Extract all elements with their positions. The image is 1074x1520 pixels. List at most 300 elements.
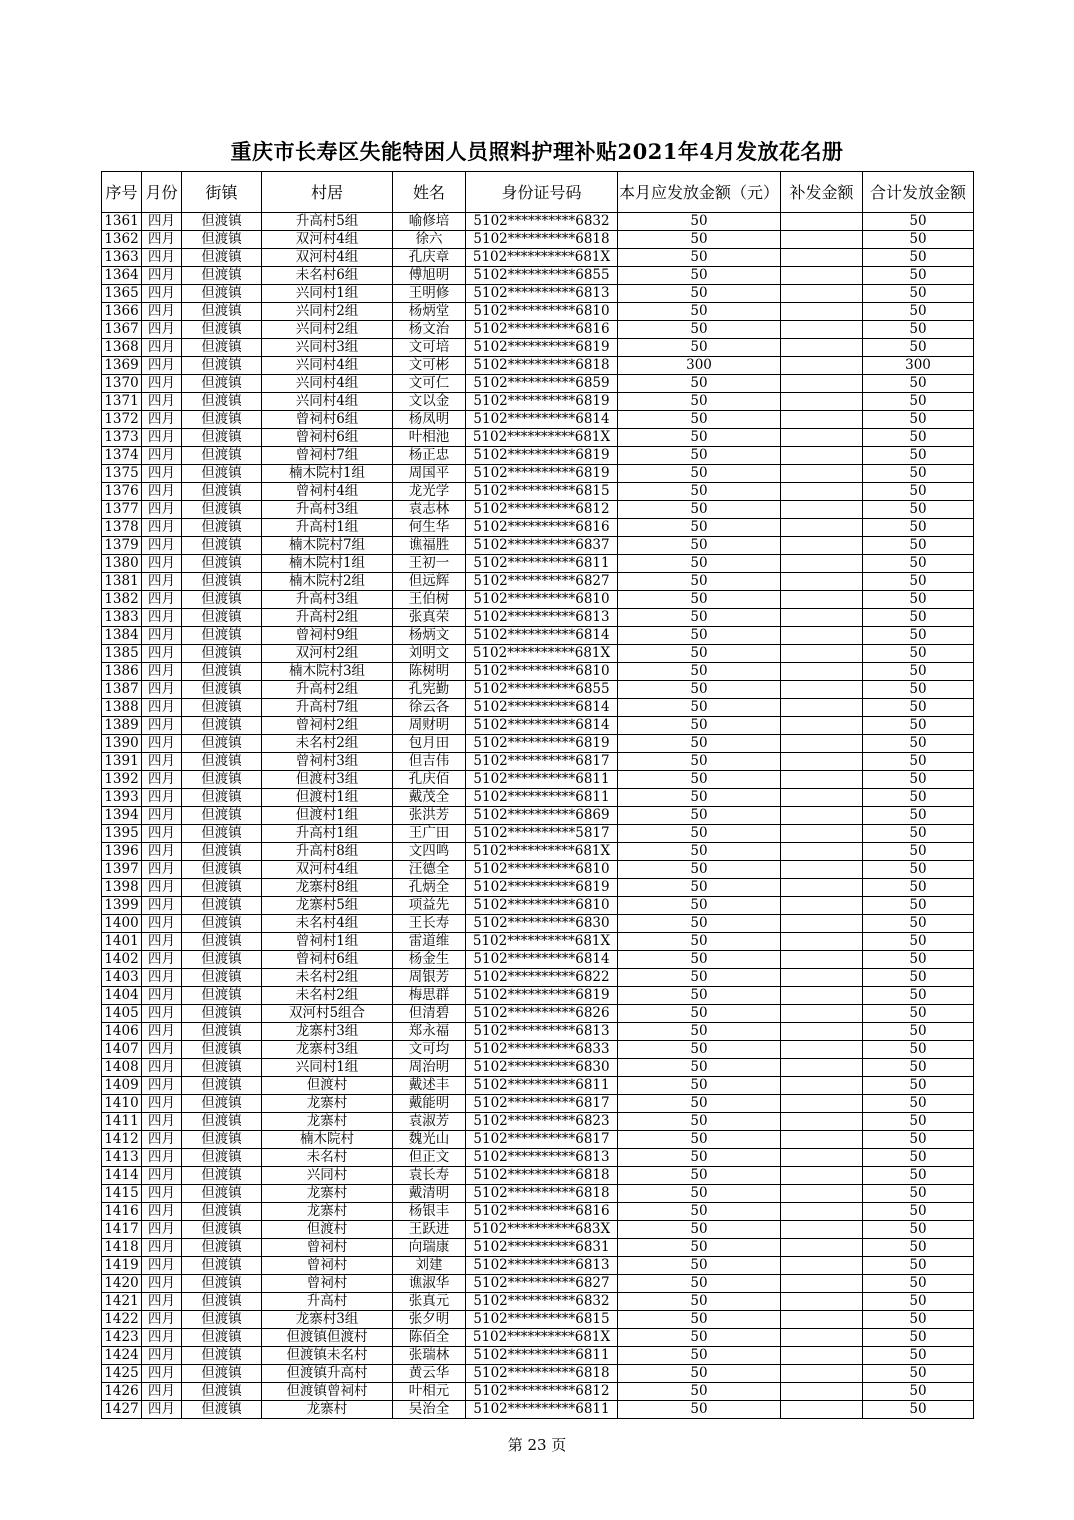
cell-serial: 1419 <box>102 1257 142 1275</box>
cell-town: 但渡镇 <box>182 285 262 303</box>
cell-village: 未名村2组 <box>262 987 393 1005</box>
cell-month: 四月 <box>142 303 182 321</box>
cell-back-pay <box>781 1257 863 1275</box>
cell-village: 升高村3组 <box>262 591 393 609</box>
cell-total: 50 <box>863 933 974 951</box>
cell-month: 四月 <box>142 393 182 411</box>
cell-back-pay <box>781 1185 863 1203</box>
table-row <box>102 537 974 555</box>
cell-id-number: 5102**********6827 <box>466 573 618 591</box>
cell-village: 龙寨村 <box>262 1113 393 1131</box>
cell-village: 但渡镇曾祠村 <box>262 1383 393 1401</box>
column-header: 村居 <box>262 172 393 213</box>
table-row <box>102 1365 974 1383</box>
cell-amount: 50 <box>618 465 781 483</box>
cell-total: 50 <box>863 393 974 411</box>
cell-total: 50 <box>863 915 974 933</box>
cell-total: 50 <box>863 1023 974 1041</box>
cell-town: 但渡镇 <box>182 1005 262 1023</box>
cell-total: 50 <box>863 1095 974 1113</box>
cell-back-pay <box>781 1401 863 1419</box>
cell-back-pay <box>781 915 863 933</box>
cell-name: 周财明 <box>393 717 466 735</box>
cell-town: 但渡镇 <box>182 375 262 393</box>
cell-amount: 50 <box>618 753 781 771</box>
table-row <box>102 1185 974 1203</box>
cell-id-number: 5102**********6837 <box>466 537 618 555</box>
cell-id-number: 5102**********6811 <box>466 555 618 573</box>
cell-back-pay <box>781 1347 863 1365</box>
cell-total: 50 <box>863 879 974 897</box>
cell-village: 龙寨村3组 <box>262 1041 393 1059</box>
cell-amount: 50 <box>618 1203 781 1221</box>
cell-month: 四月 <box>142 681 182 699</box>
cell-town: 但渡镇 <box>182 1293 262 1311</box>
table-row <box>102 753 974 771</box>
cell-back-pay <box>781 735 863 753</box>
cell-town: 但渡镇 <box>182 1041 262 1059</box>
cell-name: 叶相元 <box>393 1383 466 1401</box>
cell-town: 但渡镇 <box>182 1113 262 1131</box>
cell-total: 50 <box>863 1041 974 1059</box>
table-row <box>102 249 974 267</box>
table-row <box>102 825 974 843</box>
cell-id-number: 5102**********6811 <box>466 771 618 789</box>
cell-month: 四月 <box>142 789 182 807</box>
cell-back-pay <box>781 501 863 519</box>
table-row <box>102 1293 974 1311</box>
cell-serial: 1415 <box>102 1185 142 1203</box>
cell-amount: 50 <box>618 1113 781 1131</box>
cell-id-number: 5102**********6812 <box>466 1383 618 1401</box>
cell-name: 吴治全 <box>393 1401 466 1419</box>
cell-id-number: 5102**********6816 <box>466 519 618 537</box>
cell-town: 但渡镇 <box>182 537 262 555</box>
cell-month: 四月 <box>142 1059 182 1077</box>
cell-village: 兴同村4组 <box>262 357 393 375</box>
table-row <box>102 357 974 375</box>
table-row <box>102 1275 974 1293</box>
table-row <box>102 501 974 519</box>
cell-serial: 1370 <box>102 375 142 393</box>
cell-serial: 1384 <box>102 627 142 645</box>
cell-id-number: 5102**********6818 <box>466 357 618 375</box>
table-row <box>102 555 974 573</box>
cell-amount: 300 <box>618 357 781 375</box>
cell-town: 但渡镇 <box>182 735 262 753</box>
cell-name: 王明修 <box>393 285 466 303</box>
cell-total: 50 <box>863 375 974 393</box>
cell-village: 曾祠村 <box>262 1257 393 1275</box>
cell-name: 袁长寿 <box>393 1167 466 1185</box>
cell-id-number: 5102**********6813 <box>466 609 618 627</box>
cell-name: 孔庆佰 <box>393 771 466 789</box>
cell-name: 杨金生 <box>393 951 466 969</box>
cell-back-pay <box>781 1113 863 1131</box>
cell-id-number: 5102**********6815 <box>466 483 618 501</box>
cell-month: 四月 <box>142 843 182 861</box>
cell-name: 何生华 <box>393 519 466 537</box>
cell-amount: 50 <box>618 339 781 357</box>
cell-month: 四月 <box>142 1077 182 1095</box>
table-row <box>102 285 974 303</box>
cell-id-number: 5102**********6833 <box>466 1041 618 1059</box>
table-row <box>102 987 974 1005</box>
table-row <box>102 915 974 933</box>
cell-name: 汪德全 <box>393 861 466 879</box>
cell-name: 孔庆章 <box>393 249 466 267</box>
cell-month: 四月 <box>142 537 182 555</box>
cell-total: 50 <box>863 231 974 249</box>
cell-total: 300 <box>863 357 974 375</box>
cell-amount: 50 <box>618 321 781 339</box>
cell-id-number: 5102**********6815 <box>466 1311 618 1329</box>
cell-village: 但渡镇升高村 <box>262 1365 393 1383</box>
table-row <box>102 1329 974 1347</box>
cell-total: 50 <box>863 1149 974 1167</box>
cell-amount: 50 <box>618 1293 781 1311</box>
cell-total: 50 <box>863 573 974 591</box>
cell-back-pay <box>781 1077 863 1095</box>
cell-town: 但渡镇 <box>182 699 262 717</box>
cell-name: 孔炳全 <box>393 879 466 897</box>
cell-total: 50 <box>863 1113 974 1131</box>
table-row <box>102 1401 974 1419</box>
cell-name: 周银芳 <box>393 969 466 987</box>
cell-id-number: 5102**********6818 <box>466 1365 618 1383</box>
cell-name: 杨文治 <box>393 321 466 339</box>
cell-name: 徐云各 <box>393 699 466 717</box>
cell-id-number: 5102**********6818 <box>466 231 618 249</box>
cell-total: 50 <box>863 789 974 807</box>
table-row <box>102 303 974 321</box>
cell-id-number: 5102**********6819 <box>466 465 618 483</box>
cell-town: 但渡镇 <box>182 717 262 735</box>
cell-amount: 50 <box>618 429 781 447</box>
cell-month: 四月 <box>142 897 182 915</box>
cell-amount: 50 <box>618 1059 781 1077</box>
cell-back-pay <box>781 1149 863 1167</box>
cell-town: 但渡镇 <box>182 915 262 933</box>
column-header: 补发金额 <box>781 172 863 213</box>
cell-serial: 1398 <box>102 879 142 897</box>
column-header: 合计发放金额 <box>863 172 974 213</box>
cell-id-number: 5102**********6814 <box>466 699 618 717</box>
cell-total: 50 <box>863 537 974 555</box>
table-row <box>102 483 974 501</box>
cell-name: 张夕明 <box>393 1311 466 1329</box>
cell-id-number: 5102**********6826 <box>466 1005 618 1023</box>
cell-total: 50 <box>863 1347 974 1365</box>
cell-month: 四月 <box>142 573 182 591</box>
cell-serial: 1409 <box>102 1077 142 1095</box>
cell-amount: 50 <box>618 1095 781 1113</box>
cell-name: 孔宪勤 <box>393 681 466 699</box>
cell-name: 杨正忠 <box>393 447 466 465</box>
cell-month: 四月 <box>142 447 182 465</box>
cell-amount: 50 <box>618 537 781 555</box>
cell-id-number: 5102**********6822 <box>466 969 618 987</box>
cell-total: 50 <box>863 663 974 681</box>
cell-village: 未名村4组 <box>262 915 393 933</box>
cell-serial: 1408 <box>102 1059 142 1077</box>
cell-id-number: 5102**********6811 <box>466 1347 618 1365</box>
cell-serial: 1413 <box>102 1149 142 1167</box>
cell-total: 50 <box>863 861 974 879</box>
cell-town: 但渡镇 <box>182 447 262 465</box>
cell-name: 向瑞康 <box>393 1239 466 1257</box>
cell-month: 四月 <box>142 321 182 339</box>
cell-total: 50 <box>863 591 974 609</box>
cell-serial: 1387 <box>102 681 142 699</box>
cell-amount: 50 <box>618 645 781 663</box>
cell-village: 曾祠村2组 <box>262 717 393 735</box>
cell-month: 四月 <box>142 1221 182 1239</box>
cell-total: 50 <box>863 321 974 339</box>
cell-village: 双河村4组 <box>262 231 393 249</box>
cell-total: 50 <box>863 1239 974 1257</box>
table-row <box>102 1041 974 1059</box>
cell-back-pay <box>781 645 863 663</box>
cell-town: 但渡镇 <box>182 969 262 987</box>
cell-total: 50 <box>863 1131 974 1149</box>
cell-month: 四月 <box>142 1383 182 1401</box>
cell-name: 陈树明 <box>393 663 466 681</box>
cell-village: 楠木院村1组 <box>262 555 393 573</box>
cell-village: 未名村 <box>262 1149 393 1167</box>
cell-serial: 1411 <box>102 1113 142 1131</box>
cell-town: 但渡镇 <box>182 825 262 843</box>
cell-month: 四月 <box>142 861 182 879</box>
cell-month: 四月 <box>142 1329 182 1347</box>
cell-amount: 50 <box>618 627 781 645</box>
cell-amount: 50 <box>618 789 781 807</box>
cell-back-pay <box>781 969 863 987</box>
cell-village: 曾祠村 <box>262 1239 393 1257</box>
table-row <box>102 1221 974 1239</box>
cell-village: 龙寨村 <box>262 1095 393 1113</box>
cell-town: 但渡镇 <box>182 393 262 411</box>
cell-id-number: 5102**********6830 <box>466 915 618 933</box>
cell-town: 但渡镇 <box>182 951 262 969</box>
cell-month: 四月 <box>142 591 182 609</box>
cell-id-number: 5102**********6813 <box>466 1149 618 1167</box>
cell-serial: 1378 <box>102 519 142 537</box>
cell-total: 50 <box>863 681 974 699</box>
cell-village: 但渡镇未名村 <box>262 1347 393 1365</box>
cell-back-pay <box>781 699 863 717</box>
cell-total: 50 <box>863 1167 974 1185</box>
cell-back-pay <box>781 1293 863 1311</box>
cell-village: 兴同村1组 <box>262 285 393 303</box>
cell-month: 四月 <box>142 1005 182 1023</box>
cell-name: 项益先 <box>393 897 466 915</box>
cell-village: 升高村2组 <box>262 609 393 627</box>
cell-amount: 50 <box>618 1329 781 1347</box>
cell-name: 傅旭明 <box>393 267 466 285</box>
cell-amount: 50 <box>618 555 781 573</box>
cell-amount: 50 <box>618 879 781 897</box>
cell-village: 楠木院村2组 <box>262 573 393 591</box>
cell-town: 但渡镇 <box>182 1347 262 1365</box>
cell-back-pay <box>781 411 863 429</box>
cell-total: 50 <box>863 843 974 861</box>
cell-total: 50 <box>863 285 974 303</box>
cell-back-pay <box>781 321 863 339</box>
cell-amount: 50 <box>618 231 781 249</box>
cell-village: 曾祠村1组 <box>262 933 393 951</box>
table-row <box>102 897 974 915</box>
cell-back-pay <box>781 789 863 807</box>
cell-serial: 1364 <box>102 267 142 285</box>
cell-back-pay <box>781 375 863 393</box>
cell-total: 50 <box>863 429 974 447</box>
cell-serial: 1390 <box>102 735 142 753</box>
cell-village: 双河村2组 <box>262 645 393 663</box>
table-row <box>102 933 974 951</box>
cell-amount: 50 <box>618 519 781 537</box>
cell-total: 50 <box>863 753 974 771</box>
cell-total: 50 <box>863 735 974 753</box>
cell-amount: 50 <box>618 609 781 627</box>
cell-village: 未名村2组 <box>262 735 393 753</box>
cell-serial: 1404 <box>102 987 142 1005</box>
cell-town: 但渡镇 <box>182 1311 262 1329</box>
cell-back-pay <box>781 1005 863 1023</box>
cell-village: 升高村1组 <box>262 825 393 843</box>
cell-town: 但渡镇 <box>182 1059 262 1077</box>
cell-id-number: 5102**********6823 <box>466 1113 618 1131</box>
cell-back-pay <box>781 249 863 267</box>
cell-village: 升高村7组 <box>262 699 393 717</box>
cell-back-pay <box>781 663 863 681</box>
cell-total: 50 <box>863 1185 974 1203</box>
cell-back-pay <box>781 1041 863 1059</box>
table-row <box>102 213 974 231</box>
cell-id-number: 5102**********6816 <box>466 321 618 339</box>
cell-town: 但渡镇 <box>182 771 262 789</box>
cell-total: 50 <box>863 951 974 969</box>
cell-serial: 1375 <box>102 465 142 483</box>
cell-id-number: 5102**********6819 <box>466 393 618 411</box>
cell-village: 但渡村1组 <box>262 807 393 825</box>
cell-id-number: 5102**********6819 <box>466 339 618 357</box>
cell-serial: 1379 <box>102 537 142 555</box>
cell-amount: 50 <box>618 933 781 951</box>
table-row <box>102 807 974 825</box>
cell-month: 四月 <box>142 213 182 231</box>
cell-name: 谯淑华 <box>393 1275 466 1293</box>
cell-name: 谯福胜 <box>393 537 466 555</box>
cell-month: 四月 <box>142 915 182 933</box>
cell-month: 四月 <box>142 465 182 483</box>
cell-town: 但渡镇 <box>182 321 262 339</box>
cell-village: 曾祠村4组 <box>262 483 393 501</box>
cell-town: 但渡镇 <box>182 807 262 825</box>
cell-serial: 1391 <box>102 753 142 771</box>
cell-id-number: 5102**********6817 <box>466 1095 618 1113</box>
table-row <box>102 735 974 753</box>
cell-town: 但渡镇 <box>182 1257 262 1275</box>
cell-month: 四月 <box>142 663 182 681</box>
cell-name: 戴述丰 <box>393 1077 466 1095</box>
cell-back-pay <box>781 1329 863 1347</box>
cell-total: 50 <box>863 303 974 321</box>
cell-total: 50 <box>863 1077 974 1095</box>
cell-month: 四月 <box>142 285 182 303</box>
table-row <box>102 321 974 339</box>
cell-total: 50 <box>863 447 974 465</box>
cell-total: 50 <box>863 897 974 915</box>
cell-id-number: 5102**********6811 <box>466 1401 618 1419</box>
cell-name: 喻修培 <box>393 213 466 231</box>
cell-total: 50 <box>863 1311 974 1329</box>
cell-serial: 1402 <box>102 951 142 969</box>
cell-village: 兴同村2组 <box>262 303 393 321</box>
cell-back-pay <box>781 555 863 573</box>
cell-id-number: 5102**********6869 <box>466 807 618 825</box>
cell-town: 但渡镇 <box>182 1383 262 1401</box>
cell-town: 但渡镇 <box>182 1023 262 1041</box>
cell-name: 杨凤明 <box>393 411 466 429</box>
cell-amount: 50 <box>618 375 781 393</box>
cell-village: 龙寨村3组 <box>262 1023 393 1041</box>
cell-amount: 50 <box>618 447 781 465</box>
cell-name: 但清碧 <box>393 1005 466 1023</box>
cell-amount: 50 <box>618 1077 781 1095</box>
cell-amount: 50 <box>618 285 781 303</box>
table-row <box>102 339 974 357</box>
cell-total: 50 <box>863 699 974 717</box>
cell-serial: 1376 <box>102 483 142 501</box>
cell-serial: 1421 <box>102 1293 142 1311</box>
cell-amount: 50 <box>618 699 781 717</box>
cell-amount: 50 <box>618 771 781 789</box>
cell-back-pay <box>781 609 863 627</box>
cell-village: 兴同村3组 <box>262 339 393 357</box>
cell-month: 四月 <box>142 717 182 735</box>
table-row <box>102 681 974 699</box>
cell-back-pay <box>781 537 863 555</box>
cell-town: 但渡镇 <box>182 933 262 951</box>
cell-id-number: 5102**********6819 <box>466 735 618 753</box>
table-row <box>102 879 974 897</box>
cell-amount: 50 <box>618 717 781 735</box>
cell-month: 四月 <box>142 1365 182 1383</box>
cell-town: 但渡镇 <box>182 1401 262 1419</box>
cell-town: 但渡镇 <box>182 627 262 645</box>
cell-amount: 50 <box>618 825 781 843</box>
cell-village: 升高村 <box>262 1293 393 1311</box>
table-row <box>102 969 974 987</box>
column-header: 月份 <box>142 172 182 213</box>
cell-month: 四月 <box>142 249 182 267</box>
cell-month: 四月 <box>142 339 182 357</box>
cell-amount: 50 <box>618 1149 781 1167</box>
cell-total: 50 <box>863 501 974 519</box>
cell-id-number: 5102**********6814 <box>466 627 618 645</box>
cell-town: 但渡镇 <box>182 501 262 519</box>
cell-back-pay <box>781 807 863 825</box>
cell-town: 但渡镇 <box>182 411 262 429</box>
cell-back-pay <box>781 591 863 609</box>
table-row <box>102 1167 974 1185</box>
cell-town: 但渡镇 <box>182 339 262 357</box>
cell-name: 文四鸣 <box>393 843 466 861</box>
cell-village: 未名村6组 <box>262 267 393 285</box>
cell-amount: 50 <box>618 1311 781 1329</box>
cell-serial: 1396 <box>102 843 142 861</box>
